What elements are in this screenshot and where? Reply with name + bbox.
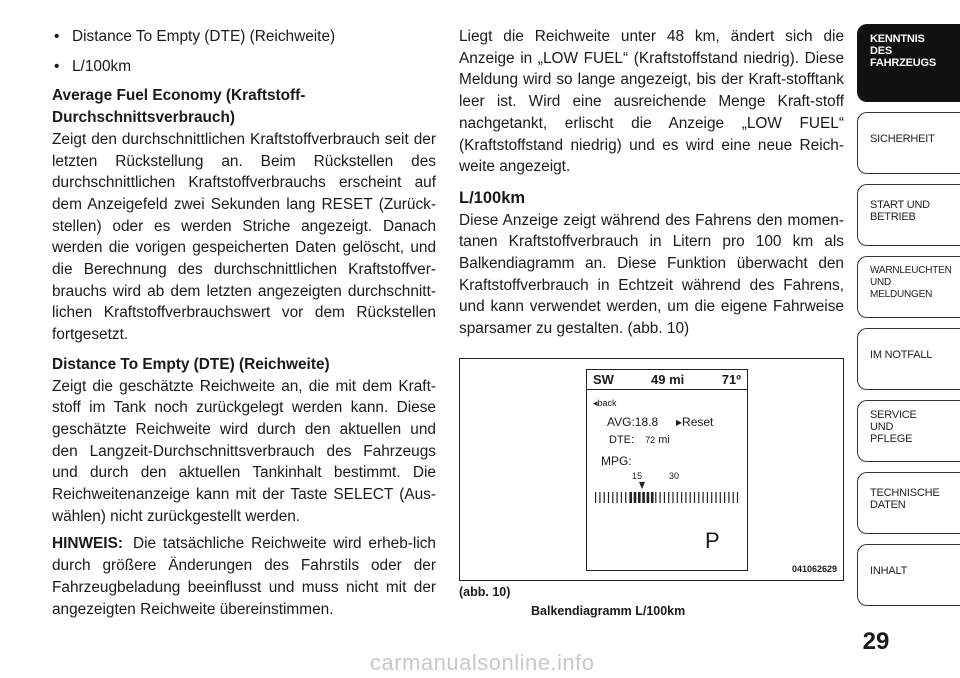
figure-code: 041062629 bbox=[791, 564, 837, 574]
paragraph-average-fuel-economy: Zeigt den durchschnittlichen Kraftstoffverbrauch seit der letzten Rückstellung an. Beim Rückstellen des durchschnittlichen Kraftstoffverbrauchs erscheint auf dem Anzeigefeld zwei Sekunden lang RESET (Zurück-stellen) oder es werden Striche angezeigt. Danach werden die vorigen gespeicherten Daten gelöscht, und die Berechnung des durchschnittlichen Kraftstoffver-brauchs wird ab dem letzten angezeigten durchschnitt-lichen Kraftstoffverbrauchswert vor dem Rückstellen fortgesetzt. bbox=[52, 130, 436, 344]
bar-segment bbox=[621, 492, 622, 503]
tab-label: UND bbox=[870, 421, 894, 433]
bar-segment bbox=[634, 492, 637, 503]
tick-label-30: 30 bbox=[669, 471, 680, 481]
bar-segment bbox=[720, 492, 721, 503]
bar-segment bbox=[728, 492, 729, 503]
tab-label: PFLEGE bbox=[870, 433, 913, 445]
mpg-label: MPG: bbox=[601, 454, 632, 468]
tick-label-15: 15 bbox=[632, 471, 643, 481]
bar-segment bbox=[660, 492, 661, 503]
bar-segment bbox=[647, 492, 650, 503]
paragraph-l100km: Diese Anzeige zeigt während des Fahrens den momen-tanen Kraftstoffverbrauch in Litern pro 100 km als Balkendiagramm an. Diese Funktion überwacht den Kraftstoffverbrauch in Echtzeit während des Fahrens, und kann verwendet werden, um die eigene Fahrweise sparsamer zu gestalten. (abb. 10) bbox=[459, 211, 844, 338]
section-heading-dte: Distance To Empty (DTE) (Reichweite) bbox=[52, 355, 330, 373]
tab-inhalt[interactable] bbox=[857, 544, 960, 606]
bullet-dot: • bbox=[54, 57, 60, 75]
tab-label: SICHERHEIT bbox=[870, 133, 935, 145]
bar-segment bbox=[677, 492, 678, 503]
figure-reference: (abb. 10) bbox=[459, 585, 511, 599]
bar-segment bbox=[604, 492, 605, 503]
bar-segment bbox=[690, 492, 691, 503]
note-label: HINWEIS: bbox=[52, 535, 123, 553]
tab-label: START UND bbox=[870, 199, 930, 211]
reset-item bbox=[676, 415, 713, 429]
tab-start-und-betrieb[interactable] bbox=[857, 184, 960, 246]
tab-service-und-pflege[interactable] bbox=[857, 400, 960, 462]
tab-technische-daten[interactable] bbox=[857, 472, 960, 534]
tab-kenntnis-des-fahrzeugs[interactable] bbox=[857, 24, 960, 102]
left-column bbox=[52, 26, 436, 626]
note-paragraph bbox=[52, 533, 436, 620]
bar-segment bbox=[638, 492, 641, 503]
figure-bar-graph bbox=[459, 358, 844, 581]
bullet-text: L/100km bbox=[72, 57, 132, 75]
bullet-item bbox=[52, 56, 436, 78]
bar-segment bbox=[629, 492, 632, 503]
gear-indicator: P bbox=[705, 528, 720, 553]
page-number: 29 bbox=[862, 628, 890, 655]
bar-segment bbox=[642, 492, 645, 503]
avg-readout: AVG:18.8 bbox=[607, 415, 659, 429]
bullet-item bbox=[52, 26, 436, 48]
bar-segment bbox=[685, 492, 686, 503]
figure-caption: Balkendiagramm L/100km bbox=[531, 604, 686, 618]
tab-label: IM NOTFALL bbox=[870, 349, 933, 361]
dte-label: DTE: bbox=[609, 434, 635, 446]
tab-label: UND bbox=[870, 277, 892, 288]
tab-label: KENNTNIS bbox=[870, 33, 925, 45]
bullet-dot: • bbox=[54, 28, 60, 45]
bar-segment bbox=[724, 492, 725, 503]
tab-label: MELDUNGEN bbox=[870, 289, 933, 300]
tab-label: DES bbox=[870, 45, 893, 57]
section-heading-average-fuel-economy: Average Fuel Economy (Kraftstoff-Durchschnittsverbrauch) bbox=[52, 87, 306, 127]
dte-unit: mi bbox=[658, 434, 670, 446]
paragraph-dte: Zeigt die geschätzte Reichweite an, die mit dem Kraft-stoff im Tank noch zurückgelegt werden kann. Diese geschätzte Reichweite wird durch den aktuellen und den Langzeit-Durchschnittsverbrauch des Fahrzeugs und durch den aktuellen Tankinhalt bestimmt. Die Reichweitenanzeige kann mit der Taste SELECT (Aus-wählen) nicht zurückgestellt werden. bbox=[52, 377, 436, 525]
tab-label: DATEN bbox=[870, 499, 906, 511]
bar-segment bbox=[617, 492, 618, 503]
temperature-readout: 71º bbox=[721, 372, 741, 387]
tab-label: WARNLEUCHTEN bbox=[870, 265, 952, 276]
bar-segment bbox=[655, 492, 656, 503]
bar-segment bbox=[651, 492, 654, 503]
right-column bbox=[459, 26, 844, 346]
tab-label: INHALT bbox=[870, 565, 908, 577]
section-heading-l100km: L/100km bbox=[459, 188, 526, 207]
dte-readout bbox=[609, 434, 670, 446]
tab-warnleuchten-und-meldungen[interactable] bbox=[857, 256, 960, 318]
bar-segment bbox=[694, 492, 695, 503]
dte-value: 72 bbox=[645, 435, 656, 445]
bar-segment bbox=[715, 492, 716, 503]
bar-segment bbox=[599, 492, 600, 503]
bar-segment bbox=[703, 492, 704, 503]
cluster-display bbox=[586, 369, 748, 571]
bar-segment bbox=[625, 492, 626, 503]
bar-segment bbox=[672, 492, 673, 503]
bullet-text: Distance To Empty (DTE) (Reichweite) bbox=[72, 28, 336, 45]
bar-segment bbox=[698, 492, 699, 503]
tab-sicherheit[interactable] bbox=[857, 112, 960, 174]
tab-label: TECHNISCHE bbox=[870, 487, 940, 499]
bar-segment bbox=[737, 492, 738, 503]
reset-label: Reset bbox=[682, 415, 714, 429]
back-label: back bbox=[597, 398, 617, 408]
back-arrow-icon: ◂ bbox=[593, 398, 598, 408]
compass-readout: SW bbox=[593, 372, 614, 387]
bar-segment bbox=[707, 492, 708, 503]
tab-im-notfall[interactable] bbox=[857, 328, 960, 390]
bar-segment bbox=[608, 492, 609, 503]
bar-marks bbox=[595, 492, 738, 503]
tab-label: BETRIEB bbox=[870, 211, 916, 223]
tab-label: SERVICE bbox=[870, 409, 917, 421]
note-text: Die tatsächliche Reichweite wird erheb-lich durch größere Änderungen des Fahrstils oder der Fahrzeugbeladung beeinflusst und muss nicht mit der angezeigten Reichweite übereinstimmen. bbox=[52, 535, 436, 618]
watermark: carmanualsonline.info bbox=[370, 650, 595, 675]
tab-label: FAHRZEUGS bbox=[870, 57, 937, 69]
bar-segment bbox=[612, 492, 613, 503]
mileage-readout: 49 mi bbox=[651, 372, 685, 387]
bar-segment bbox=[733, 492, 734, 503]
bar-segment bbox=[681, 492, 682, 503]
bar-segment bbox=[664, 492, 665, 503]
display-status-bar bbox=[587, 370, 747, 390]
bar-segment bbox=[668, 492, 669, 503]
back-item bbox=[593, 398, 617, 409]
paragraph-low-fuel: Liegt die Reichweite unter 48 km, ändert sich die Anzeige in „LOW FUEL“ (Kraftstoffstand niedrig). Diese Meldung wird so lange angezeigt, bis der Kraft-stofftank leer ist. Wird eine ausreichende Menge Kraft-stoff nachgetankt, erlischt die Anzeige „LOW FUEL“ (Kraftstoffstand niedrig) und es wird eine neue Reich-weite angezeigt. bbox=[459, 28, 844, 176]
chapter-tabs bbox=[857, 24, 960, 616]
pointer-icon bbox=[639, 482, 645, 489]
bar-segment bbox=[711, 492, 712, 503]
reset-arrow-icon: ▸ bbox=[676, 415, 683, 429]
bar-segment bbox=[595, 492, 596, 503]
mpg-bar-graph bbox=[587, 480, 747, 510]
